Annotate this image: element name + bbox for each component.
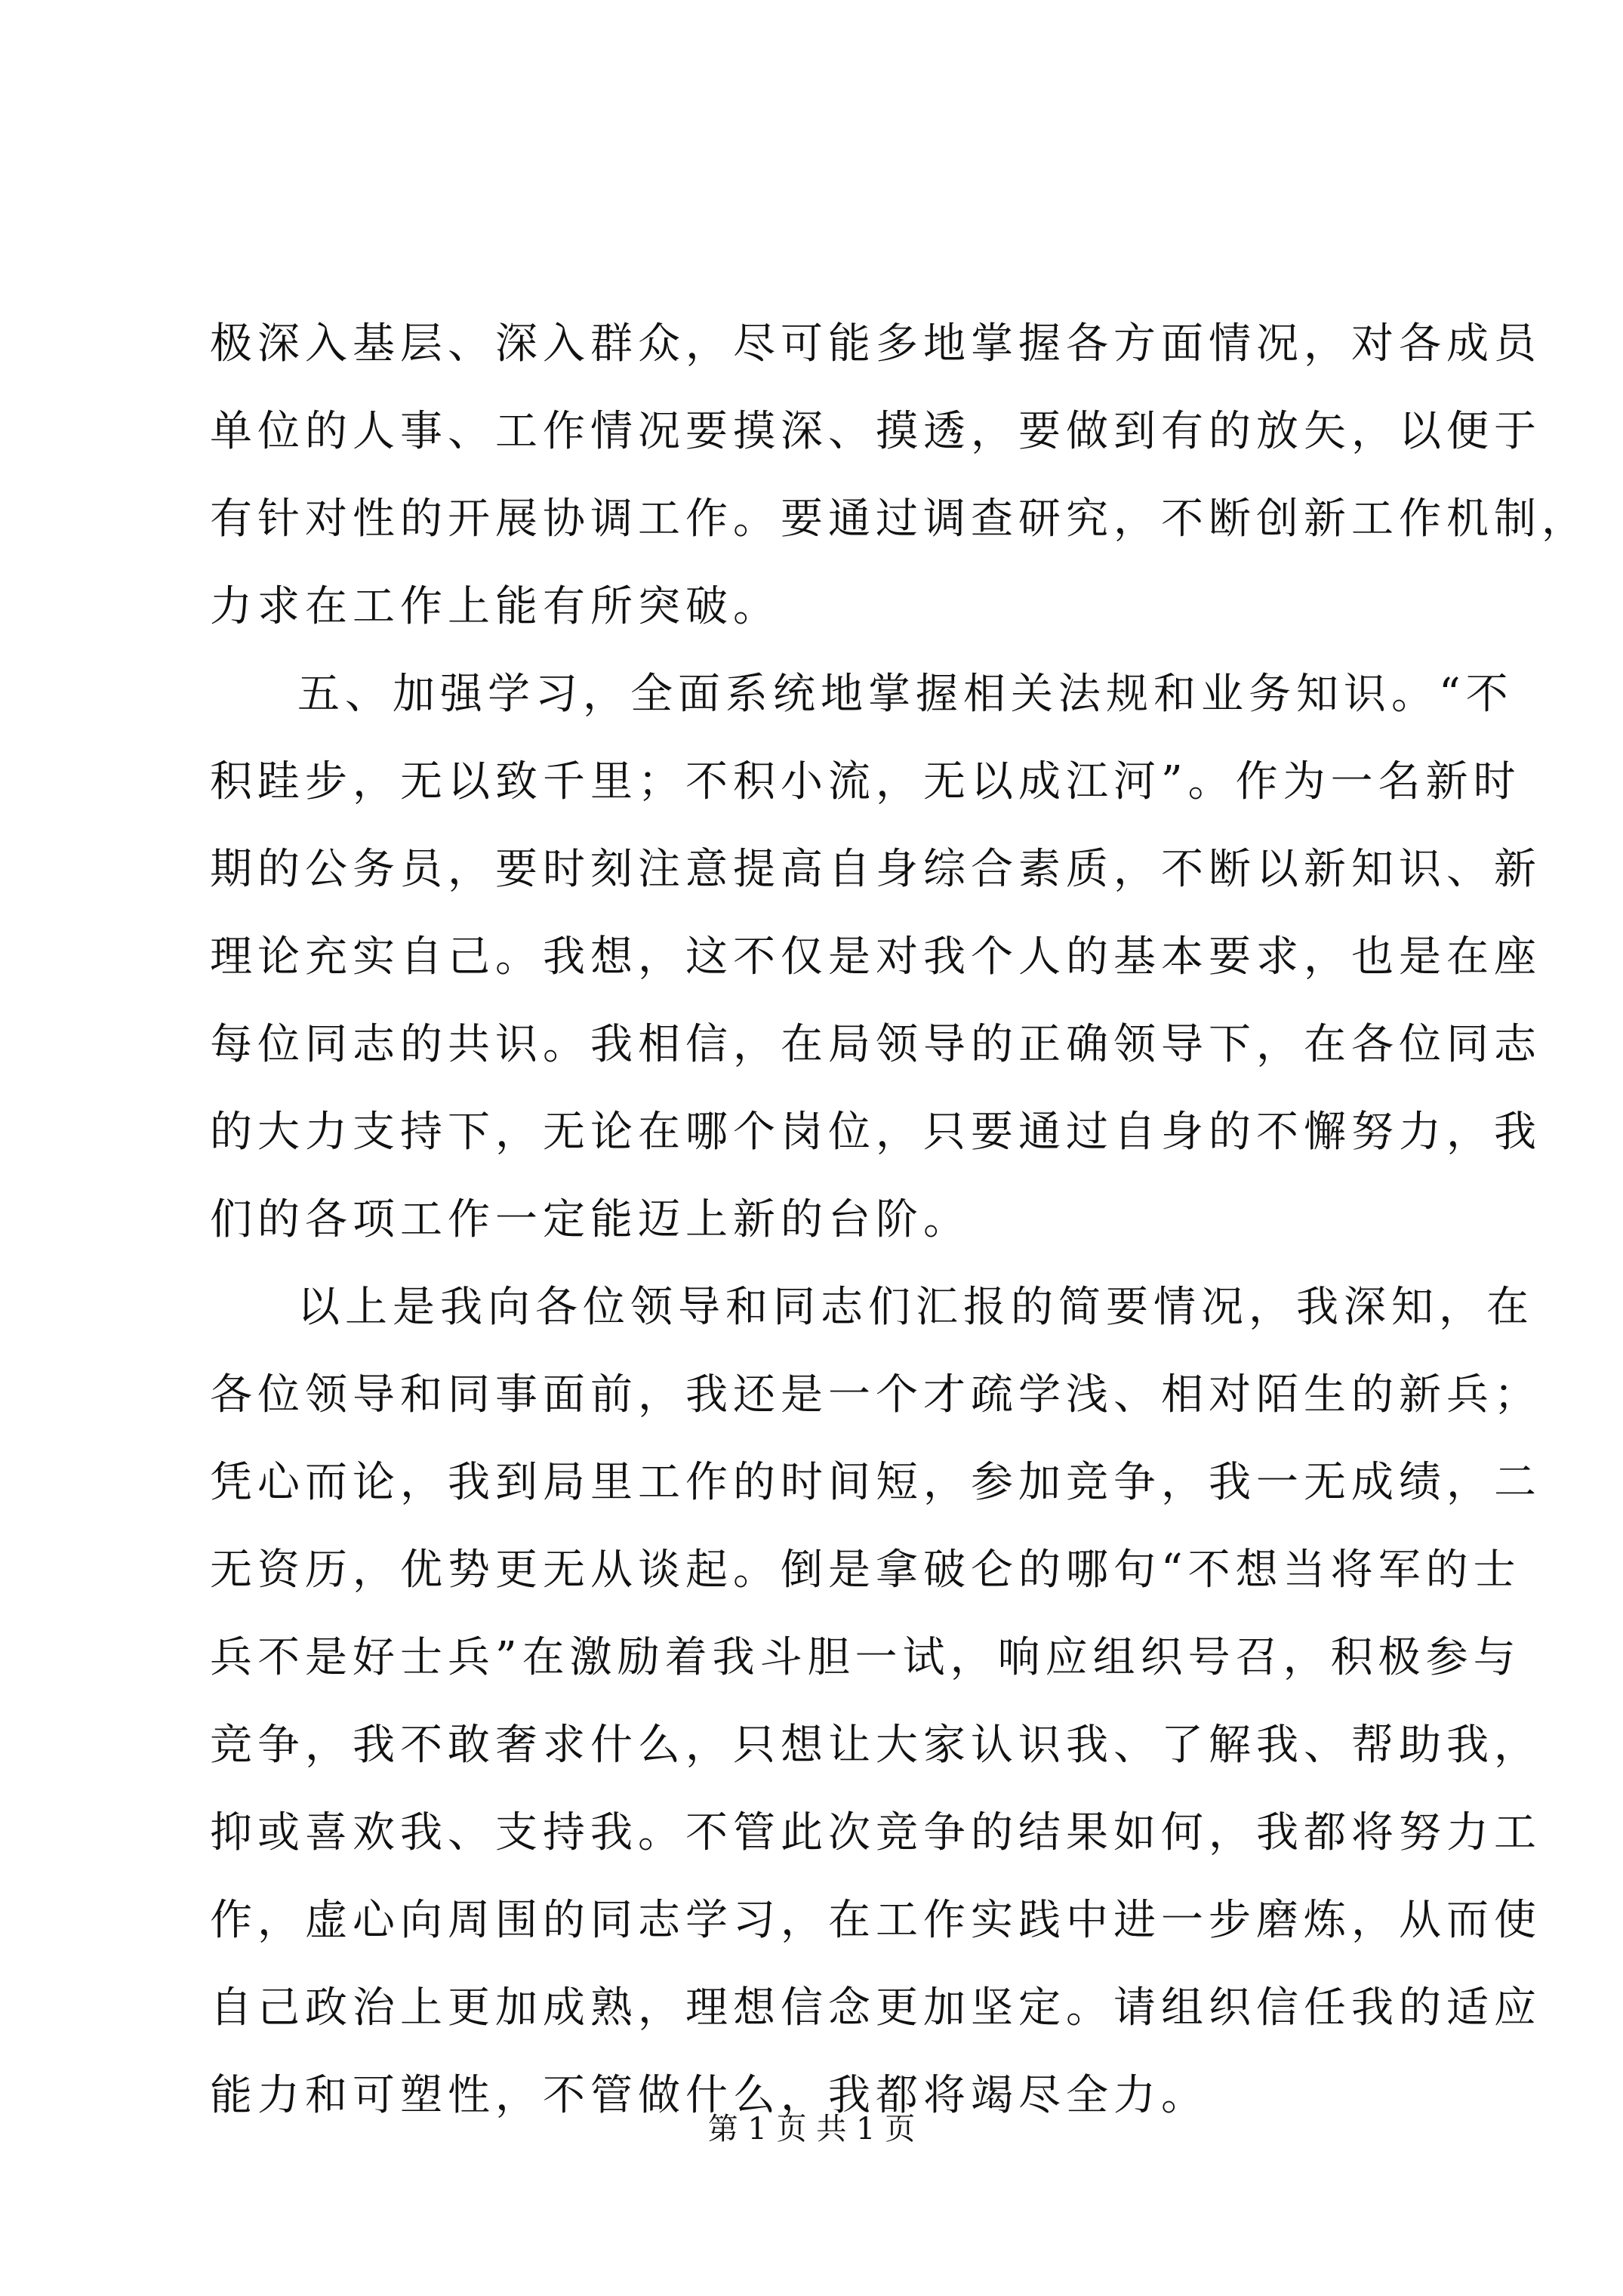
text-line: 力求在工作上能有所突破。: [210, 582, 781, 631]
text-line: 兵不是好士兵”在激励着我斗胆一试，响应组织号召，积极参与: [210, 1633, 1521, 1682]
text-line: 各位领导和同事面前，我还是一个才疏学浅、相对陌生的新兵；: [210, 1370, 1541, 1419]
text-line: 作，虚心向周围的同志学习，在工作实践中进一步磨炼，从而使: [210, 1896, 1541, 1945]
text-line: 期的公务员，要时刻注意提高自身综合素质，不断以新知识、新: [210, 845, 1541, 894]
text-line: 自己政治上更加成熟，理想信念更加坚定。请组织信任我的适应: [210, 1983, 1541, 2032]
text-line: 以上是我向各位领导和同志们汇报的简要情况，我深知，在: [297, 1283, 1534, 1332]
text-line: 极深入基层、深入群众，尽可能多地掌握各方面情况，对各成员: [210, 319, 1541, 368]
paragraph-3: [210, 1264, 1541, 2140]
text-line: 的大力支持下，无论在哪个岗位，只要通过自身的不懈努力，我: [210, 1108, 1541, 1157]
text-line: 无资历，优势更无从谈起。倒是拿破仑的哪句“不想当将军的士: [210, 1546, 1521, 1595]
text-line: 五、加强学习，全面系统地掌握相关法规和业务知识。“不: [297, 670, 1514, 719]
body-text: [210, 300, 1589, 2140]
page-number-label: 第 1 页 共 1 页: [707, 2112, 916, 2147]
text-line: 理论充实自己。我想，这不仅是对我个人的基本要求，也是在座: [210, 932, 1541, 982]
text-line: 单位的人事、工作情况要摸深、摸透，要做到有的放矢，以便于: [210, 407, 1541, 456]
text-line: 竞争，我不敢奢求什么，只想让大家认识我、了解我、帮助我，: [210, 1721, 1541, 1770]
text-line: 能力和可塑性，不管做什么，我都将竭尽全力。: [210, 2071, 1209, 2120]
text-line: 积跬步，无以致千里；不积小流，无以成江河”。作为一名新时: [210, 757, 1521, 806]
paragraph-2: [210, 651, 1541, 1264]
text-line: 凭心而论，我到局里工作的时间短，参加竞争，我一无成绩，二: [210, 1458, 1541, 1507]
page-footer: [0, 2106, 1623, 2152]
paragraph-1: [210, 300, 1589, 651]
text-line: 每位同志的共识。我相信，在局领导的正确领导下，在各位同志: [210, 1020, 1541, 1069]
text-line: 抑或喜欢我、支持我。不管此次竞争的结果如何，我都将努力工: [210, 1808, 1541, 1857]
text-line: 们的各项工作一定能迈上新的台阶。: [210, 1195, 971, 1244]
text-line: 有针对性的开展协调工作。要通过调查研究，不断创新工作机制，: [210, 495, 1589, 544]
